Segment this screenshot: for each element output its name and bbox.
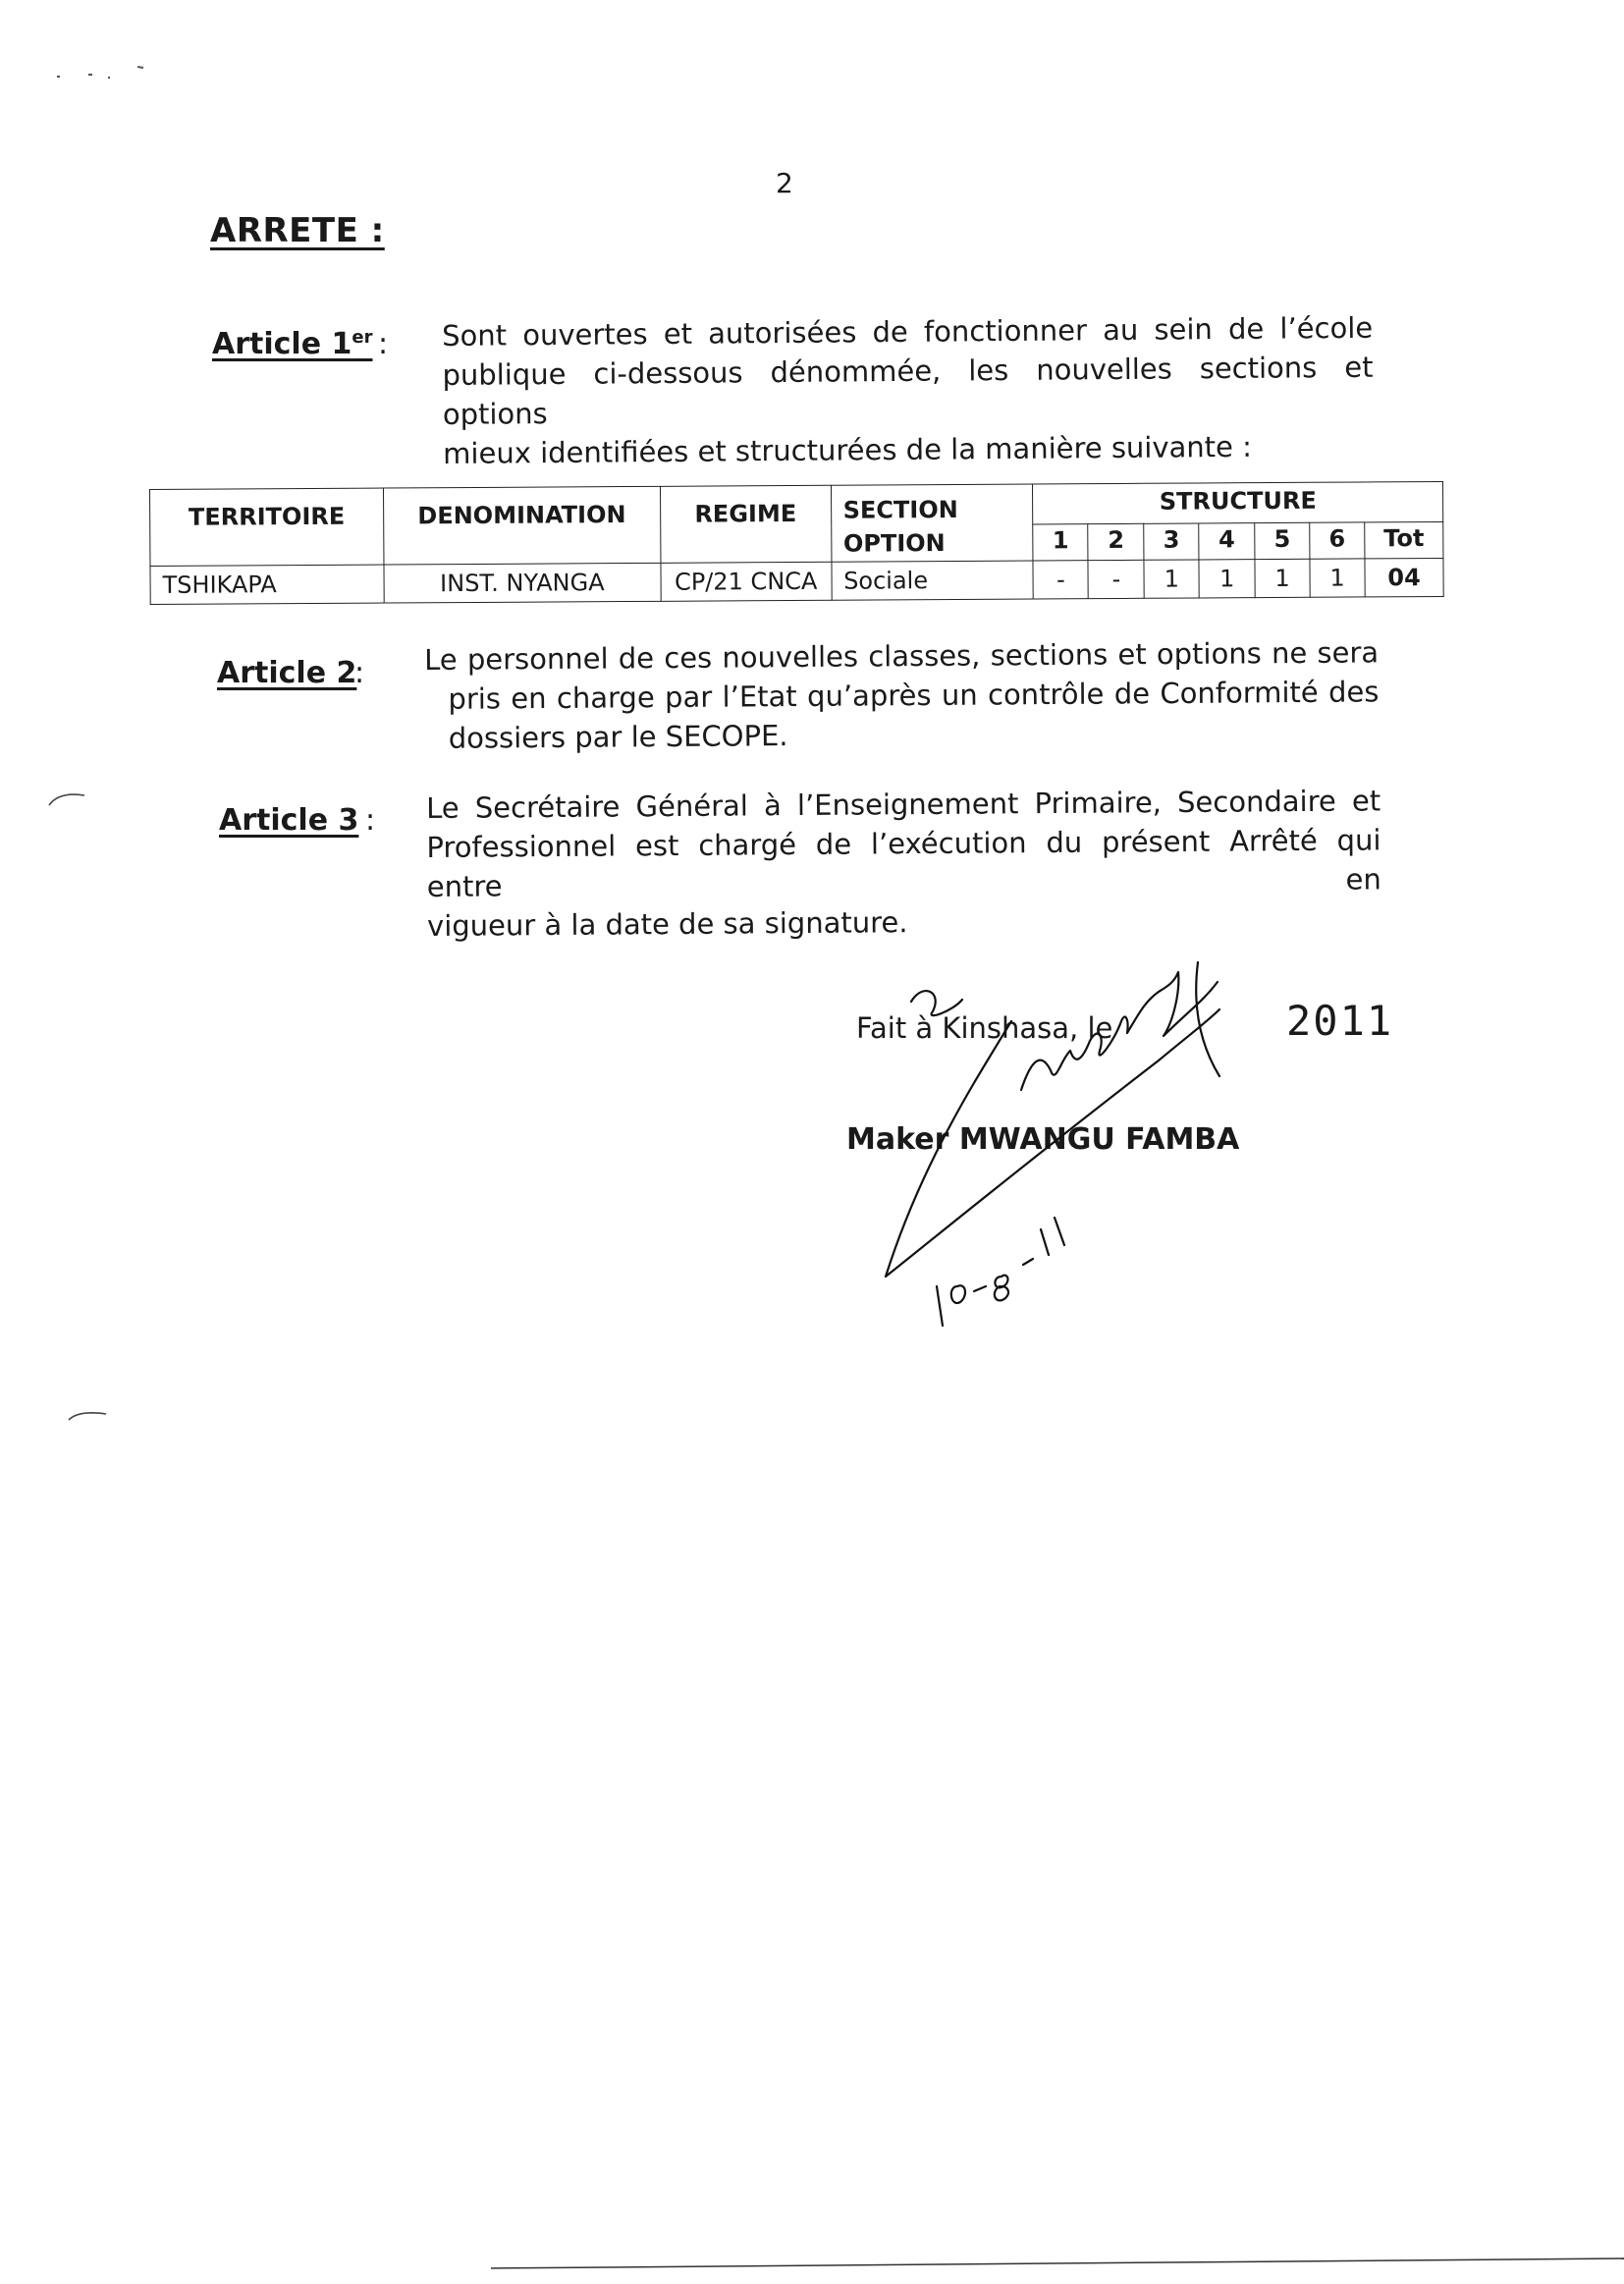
header-level: 5 <box>1255 522 1310 559</box>
cell-level: 1 <box>1310 559 1365 597</box>
article-3-colon: : <box>365 803 376 838</box>
header-structure: STRUCTURE <box>1033 481 1443 524</box>
article-1-line: publique ci-dessous dénommée, les nouvelles sections et options <box>442 350 1374 431</box>
header-option: OPTION <box>842 529 946 558</box>
header-section: SECTION <box>842 495 958 524</box>
cell-level-total: 04 <box>1365 558 1443 596</box>
scan-mark-left-2 <box>65 1404 114 1428</box>
cell-denomination: INST. NYANGA <box>384 563 661 603</box>
article-1-label-text: Article 1 <box>212 327 352 361</box>
cell-territoire: TSHIKAPA <box>150 565 384 604</box>
signature-name: Maker MWANGU FAMBA <box>846 1122 1240 1157</box>
article-2-line: pris en charge par l’Etat qu’après un contrôle de Conformité des <box>448 675 1380 716</box>
header-level: 1 <box>1033 524 1088 561</box>
header-section-option <box>831 484 1033 562</box>
header-level: 4 <box>1199 523 1255 560</box>
article-3-line: Professionnel est chargé de l’exécution du présent Arrêté qui entre en <box>426 823 1381 903</box>
article-2-text <box>424 632 1380 758</box>
scan-line-bottom <box>491 2255 1624 2274</box>
signature-date: 2011 <box>1286 997 1394 1045</box>
table-row <box>150 558 1443 604</box>
cell-regime: CP/21 CNCA <box>661 562 832 601</box>
article-2-line: Le personnel de ces nouvelles classes, sections et options ne sera <box>424 635 1380 677</box>
cell-level: - <box>1033 561 1088 599</box>
article-1-label-sup: er <box>352 327 373 348</box>
article-2-label: Article 2 <box>217 656 357 690</box>
cell-level: 1 <box>1199 560 1255 598</box>
article-2-line: dossiers par le SECOPE. <box>448 719 788 755</box>
article-3-line: vigueur à la date de sa signature. <box>426 905 908 943</box>
scan-speck-top-left <box>49 59 157 88</box>
cell-level: 1 <box>1144 560 1199 598</box>
article-3-label: Article 3 <box>219 803 359 838</box>
article-3-line: Le Secrétaire Général à l’Enseignement Primaire, Secondaire et <box>426 784 1381 825</box>
header-level: 6 <box>1310 522 1365 559</box>
article-1-line: Sont ouvertes et autorisées de fonctionner au sein de l’école <box>442 310 1374 353</box>
article-2-colon: : <box>354 656 365 690</box>
article-3-text <box>426 781 1381 946</box>
school-structure-table <box>149 481 1444 605</box>
header-level-total: Tot <box>1365 521 1443 558</box>
article-1-line: mieux identifiées et structurées de la manière suivante : <box>443 429 1253 470</box>
cell-level: - <box>1088 560 1144 598</box>
cell-section-option: Sociale <box>832 561 1034 600</box>
header-denomination: DENOMINATION <box>383 486 660 565</box>
scan-mark-left-1 <box>45 786 94 815</box>
arrete-title: ARRETE : <box>210 211 385 250</box>
header-regime: REGIME <box>660 485 831 563</box>
article-1-colon: : <box>378 327 389 361</box>
header-level: 3 <box>1144 523 1199 560</box>
signature-place: Fait à Kinshasa, le <box>856 1011 1113 1045</box>
cell-level: 1 <box>1255 559 1310 597</box>
article-1-text <box>442 308 1374 473</box>
header-territoire: TERRITOIRE <box>150 488 384 566</box>
header-level: 2 <box>1088 523 1144 560</box>
article-1-label <box>212 327 372 361</box>
page-number: 2 <box>776 167 793 199</box>
